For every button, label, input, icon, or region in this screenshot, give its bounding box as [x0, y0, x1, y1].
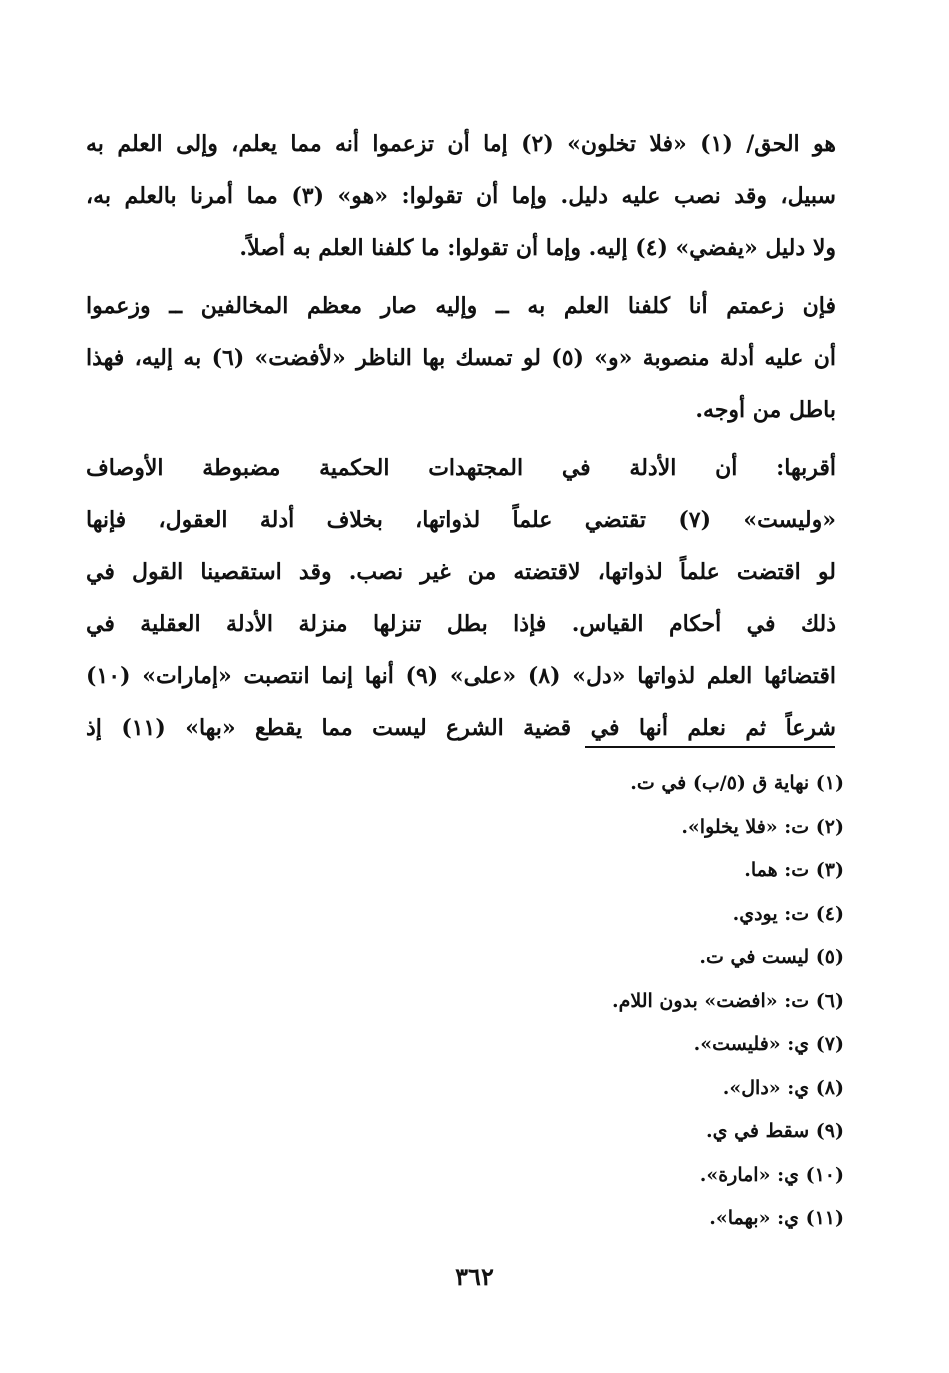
- main-text: [86, 118, 836, 760]
- footnote-divider: [585, 746, 835, 748]
- paragraph-1: [86, 118, 836, 274]
- footnote: (٩) سقط في ي.: [705, 1120, 844, 1142]
- paragraph-3: [86, 442, 836, 754]
- paragraph-2: [86, 280, 836, 436]
- text-line: هو الحق/ (١) «فلا تخلون» (٢) إما أن تزعموا أنه مما يعلم، وإلى العلم به: [86, 131, 837, 157]
- text-line: باطل من أوجه.: [695, 397, 836, 423]
- text-line: ذلك في أحكام القياس. فإذا بطل تنزلها منزلة الأدلة العقلية في: [86, 611, 836, 637]
- footnote: (١١) ي: «بهما».: [709, 1207, 844, 1229]
- text-line: أقربها: أن الأدلة في المجتهدات الحكمية مضبوطة الأوصاف: [86, 455, 836, 481]
- footnote: (٥) ليست في ت.: [699, 946, 844, 968]
- footnote: (٦) ت: «افضت» بدون اللام.: [612, 989, 844, 1012]
- footnote: (٤) ت: يودي.: [732, 902, 844, 925]
- footnote: (١) نهاية ق (٥/ب) في ت.: [630, 772, 844, 794]
- text-line: لو اقتضت علماً لذواتها، لاقتضته من غير نصب. وقد استقصينا القول في: [86, 559, 836, 585]
- page-number: ٣٦٢: [455, 1262, 494, 1291]
- footnote: (١٠) ي: «امارة».: [699, 1163, 844, 1186]
- text-line: فإن زعمتم أنا كلفنا العلم به ــ وإليه صار معظم المخالفين ــ وزعموا: [86, 293, 836, 319]
- footnotes-list: [324, 762, 844, 1241]
- footnote: (٨) ي: «دال».: [722, 1076, 844, 1099]
- text-line: ولا دليل «يفضي» (٤) إليه. وإما أن تقولوا: ما كلفنا العلم به أصلاً.: [239, 235, 836, 261]
- text-line: «وليست» (٧) تقتضي علماً لذواتها، بخلاف أدلة العقول، فإنها: [86, 507, 837, 533]
- footnote: (٣) ت: هما.: [744, 859, 844, 881]
- text-line: شرعاً ثم نعلم أنها في قضية الشرع ليست مما يقطع «بها» (١١) إذ: [86, 715, 836, 741]
- footnote: (٢) ت: «فلا يخلوا».: [681, 815, 844, 838]
- text-line: سبيل، وقد نصب عليه دليل. وإما أن تقولوا: «هو» (٣) مما أمرنا بالعلم به،: [86, 183, 836, 209]
- text-line: اقتضائها العلم لذواتها «دل» (٨) «على» (٩) أنها إنما انتصبت «إمارات» (١٠): [86, 663, 837, 689]
- text-line: أن عليه أدلة منصوبة «و» (٥) لو تمسك بها الناظر «لأفضت» (٦) به إليه، فهذا: [86, 345, 836, 371]
- footnote: (٧) ي: «فليست».: [693, 1033, 844, 1055]
